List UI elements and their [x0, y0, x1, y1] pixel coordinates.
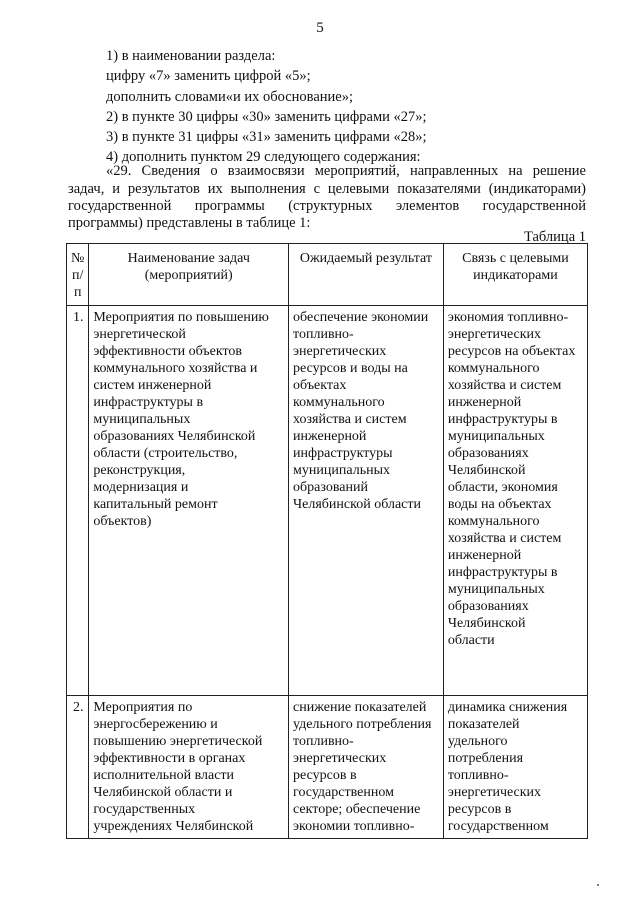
paragraph-point-29-line-2: задач, и результатов их выполнения с целевыми показателями (индикаторами) [68, 181, 586, 197]
paragraph-point-29-line-1: «29. Сведения о взаимосвязи мероприятий, направленных на решение [106, 163, 586, 179]
paragraph-point-29-line-3: государственной программы (структурных элементов государственной [68, 198, 586, 214]
table-caption: Таблица 1 [523, 229, 586, 245]
measures-table [66, 243, 588, 839]
paragraph-add-words: дополнить словами«и их обоснование»; [106, 89, 354, 105]
paragraph-point-30: 2) в пункте 30 цифры «30» заменить цифрами «27»; [106, 109, 427, 125]
row-task: Мероприятия по энергосбережению и повышению энергетической эффективности в органах исполнительной власти Челябинской области и государственных учреждениях Челябинской [89, 696, 289, 839]
page-number: 5 [316, 20, 324, 36]
header-result: Ожидаемый результат [289, 244, 444, 306]
row-result: снижение показателей удельного потребления топливно- энергетических ресурсов в государственном секторе; обеспечение экономии топливно- [289, 696, 444, 839]
paragraph-section-name: 1) в наименовании раздела: [106, 48, 276, 64]
row-number: 1. [67, 306, 89, 696]
header-task: Наименование задач (мероприятий) [89, 244, 289, 306]
header-number: № п/п [67, 244, 89, 306]
table-header-row [67, 244, 588, 306]
row-number: 2. [67, 696, 89, 839]
table-row [67, 696, 588, 839]
row-link: экономия топливно- энергетических ресурсов на объектах коммунального хозяйства и систем инженерной инфраструктуры в муниципальных образованиях Челябинской области, экономия воды на объектах коммунального хозяйства и систем инженерной инфраструктуры в муниципальных образованиях Челябинской области [443, 306, 587, 696]
paragraph-add-point-29: 4) дополнить пунктом 29 следующего содержания: [106, 149, 421, 165]
scan-speck [597, 884, 599, 886]
paragraph-replace-digit: цифру «7» заменить цифрой «5»; [106, 68, 311, 84]
paragraph-point-31: 3) в пункте 31 цифры «31» заменить цифрами «28»; [106, 129, 427, 145]
row-result: обеспечение экономии топливно- энергетических ресурсов и воды на объектах коммунального хозяйства и систем инженерной инфраструктуры муниципальных образований Челябинской области [289, 306, 444, 696]
header-link: Связь с целевыми индикаторами [443, 244, 587, 306]
row-task: Мероприятия по повышению энергетической эффективности объектов коммунального хозяйства и систем инженерной инфраструктуры в муниципальных образованиях Челябинской области (строительство, реконструкция, модернизация и капитальный ремонт объектов) [89, 306, 289, 696]
paragraph-point-29-line-4: программы) представлены в таблице 1: [68, 215, 311, 231]
row-link: динамика снижения показателей удельного потребления топливно- энергетических ресурсов в государственном [443, 696, 587, 839]
table-row [67, 306, 588, 696]
